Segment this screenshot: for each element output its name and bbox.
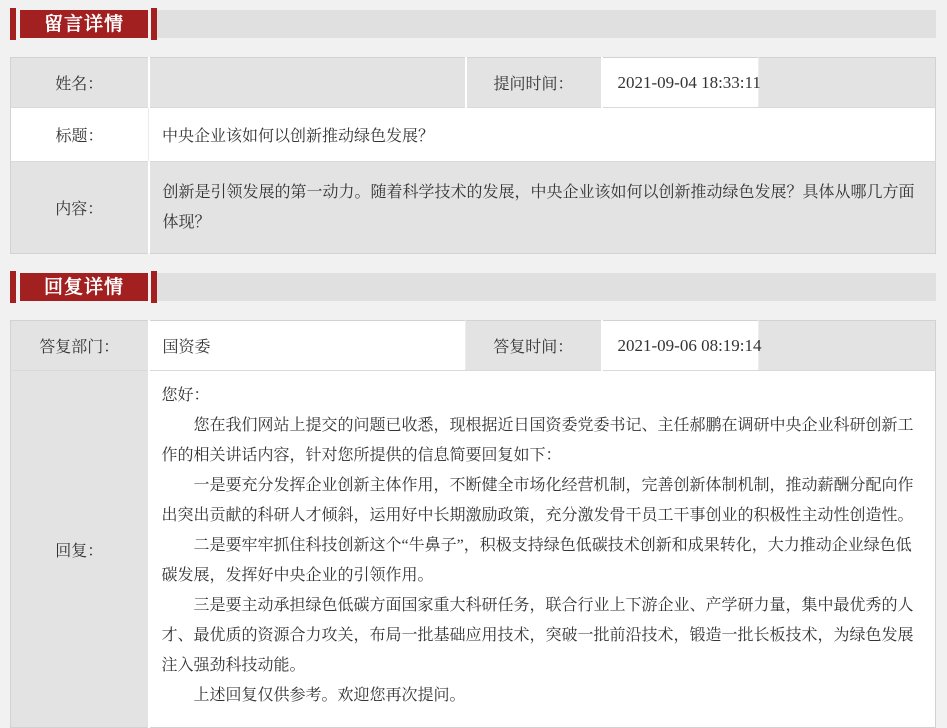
reply-paragraph: 您好： — [161, 387, 210, 404]
reply-section-header — [10, 271, 937, 303]
reply-label: 回复： — [11, 371, 149, 728]
reply-paragraph: 您在我们网站上提交的问题已收悉，现根据近日国资委党委书记、主任郝鹏在调研中央企业科研创新工作的相关讲话内容，针对您所提供的信息简要回复如下： — [161, 417, 914, 464]
accent-bar-left — [10, 8, 16, 40]
reply-section-title: 回复详情 — [20, 273, 148, 301]
filler-cell — [759, 58, 936, 108]
table-row — [11, 162, 936, 254]
reply-paragraph: 上述回复仅供参考。欢迎您再次提问。 — [193, 687, 466, 704]
name-value — [149, 58, 466, 108]
reply-paragraph: 一是要充分发挥企业创新主体作用，不断健全市场化经营机制，完善创新体制机制，推动薪酬分配向作出突出贡献的科研人才倾斜，运用好中长期激励政策，充分激发骨干员工干事创业的积极性主动性创造性。 — [161, 477, 914, 524]
message-section-header — [10, 8, 937, 40]
table-row — [11, 321, 936, 371]
table-row — [11, 58, 936, 108]
ask-time-label: 提问时间： — [466, 58, 602, 108]
reply-time-label: 答复时间： — [466, 321, 602, 371]
content-value: 创新是引领发展的第一动力。随着科学技术的发展，中央企业该如何以创新推动绿色发展？具体从哪几方面体现？ — [149, 162, 936, 254]
reply-table — [10, 320, 936, 728]
reply-dept-label: 答复部门： — [11, 321, 149, 371]
reply-body — [149, 371, 936, 728]
header-strip — [157, 10, 936, 38]
table-row — [11, 371, 936, 728]
table-row — [11, 108, 936, 162]
accent-bar-left — [10, 271, 16, 303]
message-table — [10, 57, 936, 254]
filler-cell — [759, 321, 936, 371]
reply-paragraph: 二是要牢牢抓住科技创新这个“牛鼻子”，积极支持绿色低碳技术创新和成果转化，大力推动企业绿色低碳发展，发挥好中央企业的引领作用。 — [161, 537, 912, 584]
header-strip — [157, 273, 936, 301]
title-label: 标题： — [11, 108, 149, 162]
name-label: 姓名： — [11, 58, 149, 108]
reply-dept-value: 国资委 — [149, 321, 466, 371]
content-label: 内容： — [11, 162, 149, 254]
reply-time-value: 2021-09-06 08:19:14 — [602, 321, 759, 371]
reply-paragraph: 三是要主动承担绿色低碳方面国家重大科研任务，联合行业上下游企业、产学研力量，集中最优秀的人才、最优质的资源合力攻关，布局一批基础应用技术，突破一批前沿技术，锻造一批长板技术，为绿色发展注入强劲科技动能。 — [161, 597, 914, 674]
ask-time-value: 2021-09-04 18:33:11 — [602, 58, 759, 108]
title-value: 中央企业该如何以创新推动绿色发展？ — [149, 108, 936, 162]
message-section-title: 留言详情 — [20, 10, 148, 38]
